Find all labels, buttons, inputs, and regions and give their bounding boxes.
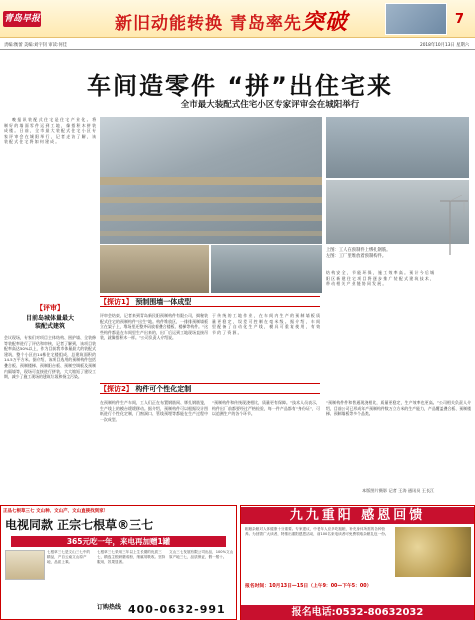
photo-stacked-components bbox=[100, 245, 209, 293]
lead-paragraph: 晚 报 讯 装 配 式 住 宅 是 住 宅 产 业 化 。 将 制 好 的 墙 面 零 件 运 到 工 地 ， 像 搭 积 木 拼 装 成 楼 。 日 前 ， 全 市 最 大 装 配 式 住 宅 小 区 专 家 评 审 会 在 城 阳 举 行 ， 记 者 走 访 了 解 ， 该 装 配 式 住 宅 将 如 何 建 成 。 bbox=[4, 117, 96, 145]
ad-sanqi bbox=[0, 505, 237, 620]
ad-chongyang-date: 报名时间：10月13日—15日（上午9：00—下午5：00） bbox=[245, 584, 372, 589]
slogan-emphasis: 突破 bbox=[301, 10, 348, 35]
photo-workshop bbox=[211, 245, 322, 293]
ad-chongyang bbox=[240, 505, 475, 620]
ad-sanqi-order-label: 订购热线 bbox=[97, 604, 122, 611]
section-visit-1-col-b bbox=[212, 313, 320, 335]
left-section-title: 目前岛城体量最大 bbox=[25, 315, 74, 322]
crane-icon bbox=[440, 195, 468, 255]
page-number: 7 bbox=[455, 12, 465, 27]
far-column-body: 结 构 安 全 ， 节 能 环 保 ， 施 工 效 率 高 。 预 计 今 后 城 阳 区 新 建 住 宅 项 目 将 逐 步 推 广 装 配 式 建 筑 技 术 ， 带 动 相 关 产 业 链 协 同 发 展 。 bbox=[326, 270, 434, 287]
slogan-prefix: 新旧动能转换 青岛率先 bbox=[115, 14, 302, 34]
ad-sanqi-text-2: 七根草三七采用三年以上生长期的优质三七，精选主根研磨成粉，细腻易吸收。坚持服用，效果显著。 bbox=[97, 550, 166, 564]
ad-sanqi-topline: 正品七根草三七 文山种、文山产、文山直接找到家！ bbox=[3, 509, 109, 514]
lead-paragraph-block bbox=[4, 117, 96, 145]
section-visit-1-body: 评审会结束，记者来到青岛新民阳预制构件有限公司，揭秘装配式住宅的预制构件“出生”地。构件堆放区，一排排预制墙板立在架子上，堆场里还整齐码放着叠合楼板、楼梯等构件。“这些构件都是在车间里生产出来的，出厂后运到工地现场直接吊装，就像搭积木一样。”公司负责人介绍说。 bbox=[100, 313, 208, 341]
left-section-subtitle: 装配式建筑 bbox=[34, 323, 65, 330]
newspaper-logo: 青岛早报 bbox=[3, 11, 41, 27]
section-visit-1-col-a bbox=[100, 313, 208, 341]
caption-line-1: 上图：工人在预制件上绑扎钢筋。 bbox=[326, 248, 391, 253]
section-far-col bbox=[326, 270, 434, 287]
ad-sanqi-text-3: 文山三七发展有限公司出品，100%文山原产地三七，品质保证，假一赔十。 bbox=[169, 550, 234, 559]
photo-credit: 本版图片摄影 记者 王涛 通讯员 王长江 bbox=[362, 488, 435, 493]
section-visit-1 bbox=[100, 296, 320, 310]
main-photo-prefab-panels bbox=[100, 117, 322, 244]
left-section-tag: 【评审】 bbox=[36, 304, 64, 312]
ad-sanqi-product-image bbox=[5, 550, 45, 580]
ad-sanqi-phone: 400-0632-991 bbox=[128, 603, 226, 616]
section-visit-1-title: 预制围墙一体成型 bbox=[135, 298, 192, 306]
ad-chongyang-phone: 报名电话:0532-80632032 bbox=[241, 605, 474, 620]
section-visit-2-col-c bbox=[326, 400, 471, 417]
page-meta-bar bbox=[0, 40, 475, 50]
page-banner bbox=[0, 0, 475, 38]
section-visit-2-title: 构件可个性化定制 bbox=[135, 385, 192, 393]
ad-sanqi-price-banner: 365元吃一年，来电再加赠1罐 bbox=[11, 536, 226, 547]
ad-chongyang-body: 粗粮杂粮对人体健康十分重要。专家建议，中老年人应多吃粗粮，补充身体所需的各种营养。为回馈广大读者，特推出重阳感恩活动，前100名来电读者可免费领取杂粮礼包一份。 bbox=[245, 527, 389, 536]
section-visit-2-body-3: “预制构件件和普通现浇相比，质量更稳定，生产效率也更高。”公司相关负责人介绍，目前公司已形成年产预制构件数万立方米的生产能力，产品覆盖叠合板、预制楼梯、预制墙板等多个品类。 bbox=[326, 400, 471, 417]
left-section-body: 会议现场，专家们对项目主体结构、围护墙、全装修等装配率进行了评估和审核，记者了解到，该项目装配率高达50%以上，作为目前我市体量最大的装配式建筑，整个小区由14栋住宅楼组成，总建筑面积约14.5万平方米。据介绍，该项目选用的预制构件包括叠合板、预制楼梯、预制阳台板、预制空调板及预制内隔墙等，现场可直接进行拼装，大大缩短了建设工期，减少了施工现场的建筑垃圾和扬尘污染。 bbox=[4, 335, 96, 380]
section-visit-1-body-cont: 于 传 统 的 工 地 作 业 ， 在 车 间 内 生 产 的 预 制 墙 板 质 量 更 稳 定 ， 误 差 可 控 制 在 毫 米 级 。 据 介 绍 ， 车 间 里 配 备 了 自 动 化 生 产 线 ， 模 具 可 重 复 使 用 ， 有 效 节 约 了 资 源 。 bbox=[212, 313, 320, 335]
ad-chongyang-grain-image bbox=[395, 527, 471, 577]
editor-credits: 责编:衡蕾 美编:刘宇钊 审读:何佳 bbox=[4, 43, 67, 48]
left-column bbox=[4, 300, 96, 380]
section-visit-2 bbox=[100, 383, 320, 397]
ad-sanqi-title: 电视同款 正宗七根草®三七 bbox=[5, 518, 154, 532]
section-visit-2-col-b bbox=[212, 400, 320, 417]
ad-sanqi-text-1: 七根草三七是文山三七中的精品，产自云南文山原产地，品质上乘。 bbox=[47, 550, 91, 564]
publish-date: 2018年10月13日 星期六 bbox=[419, 43, 469, 48]
section-visit-2-body-2: “预制构件和传统现浇相比，质量更有保障。”技术人员表示，构件出厂前都要经过严格检验，每一件产品都有“身份证”，可以追溯生产的各个环节。 bbox=[212, 400, 320, 417]
section-visit-2-heading bbox=[100, 383, 320, 394]
section-visit-1-tag: 【探访1】 bbox=[100, 298, 133, 306]
section-visit-1-heading bbox=[100, 296, 320, 307]
section-visit-2-col-a bbox=[100, 400, 208, 422]
subheadline: 全市最大装配式住宅小区专家评审会在城阳举行 bbox=[180, 100, 360, 110]
banner-photo-strip bbox=[385, 3, 447, 35]
headline: 车间造零件 “拼”出住宅来 bbox=[87, 72, 393, 100]
section-visit-2-body-1: 在预制构件生产车间，工人们正在布置钢筋网、绑扎钢筋笼，生产线上的模台缓缓移动。据介绍，预制构件可以根据设计图纸进行个性化定制，门窗洞口、管线预埋等都能在生产过程中一次成型。 bbox=[100, 400, 208, 422]
section-visit-2-tag: 【探访2】 bbox=[100, 385, 133, 393]
ad-chongyang-title: 九九重阳 感恩回馈 bbox=[241, 507, 474, 524]
photo-workers-rebar bbox=[326, 117, 469, 178]
caption-line-2: 左图：工厂里堆放着预制构件。 bbox=[326, 254, 387, 259]
banner-slogan bbox=[115, 5, 348, 36]
